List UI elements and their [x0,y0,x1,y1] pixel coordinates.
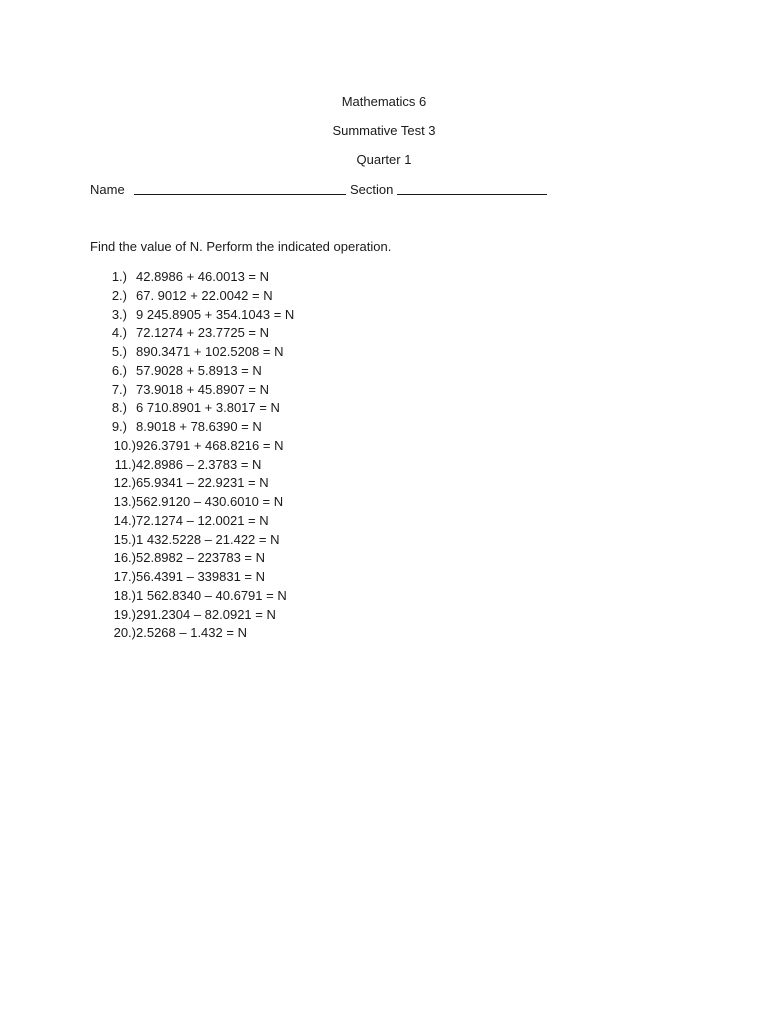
problem-number: 6.) [111,362,127,378]
problem-number: 15.) [113,531,136,547]
problem-number: 8.) [111,400,127,416]
problem-number: 11.) [114,456,136,472]
quarter-label: Quarter 1 [356,152,412,167]
problem-expression: 890.3471 + 102.5208 = N [136,344,284,359]
section-label: Section [350,182,394,197]
test-subtitle: Summative Test 3 [332,123,436,138]
problem-number: 12.) [113,475,136,491]
problem-number: 1.) [111,269,127,284]
problem-expression: 8.9018 + 78.6390 = N [136,419,262,434]
problem-number: 16.) [113,550,136,566]
problem-number: 7.) [111,381,127,397]
problem-number: 4.) [111,325,127,341]
name-label: Name [90,182,125,197]
document-title: Mathematics 6 [341,94,427,109]
problem-expression: 291.2304 – 82.0921 = N [136,606,276,622]
problem-expression: 6 710.8901 + 3.8017 = N [136,400,280,416]
problem-expression: 42.8986 – 2.3783 = N [136,456,262,472]
section-blank-line [397,182,547,195]
problem-expression: 1 562.8340 – 40.6791 = N [136,587,287,603]
problem-number: 9.) [111,419,127,434]
problem-number: 20.) [113,625,136,641]
problem-expression: 65.9341 – 22.9231 = N [136,475,269,491]
problem-number: 19.) [113,606,136,622]
problem-expression: 67. 9012 + 22.0042 = N [136,287,273,303]
problem-expression: 1 432.5228 – 21.422 = N [136,531,280,547]
problem-expression: 9 245.8905 + 354.1043 = N [136,306,295,322]
problem-number: 17.) [113,569,136,584]
problem-number: 2.) [111,287,127,303]
name-section-row [90,181,547,197]
name-blank-line [134,182,346,195]
problem-number: 14.) [113,512,136,528]
problem-number: 10.) [113,437,136,453]
problem-expression: 72.1274 + 23.7725 = N [136,325,270,341]
problem-number: 5.) [111,344,127,359]
problem-expression: 926.3791 + 468.8216 = N [136,437,284,453]
problem-expression: 42.8986 + 46.0013 = N [136,269,270,284]
problem-number: 13.) [113,494,136,509]
problem-expression: 2.5268 – 1.432 = N [136,625,247,641]
instructions-text: Find the value of N. Perform the indicated operation. [90,239,392,254]
problem-number: 18.) [113,587,136,603]
problem-expression: 52.8982 – 223783 = N [136,550,266,566]
problem-expression: 72.1274 – 12.0021 = N [136,512,269,528]
problem-expression: 56.4391 – 339831 = N [136,569,266,584]
problem-expression: 57.9028 + 5.8913 = N [136,362,262,378]
problem-expression: 562.9120 – 430.6010 = N [136,494,284,509]
problem-expression: 73.9018 + 45.8907 = N [136,381,270,397]
problem-number: 3.) [111,306,127,322]
